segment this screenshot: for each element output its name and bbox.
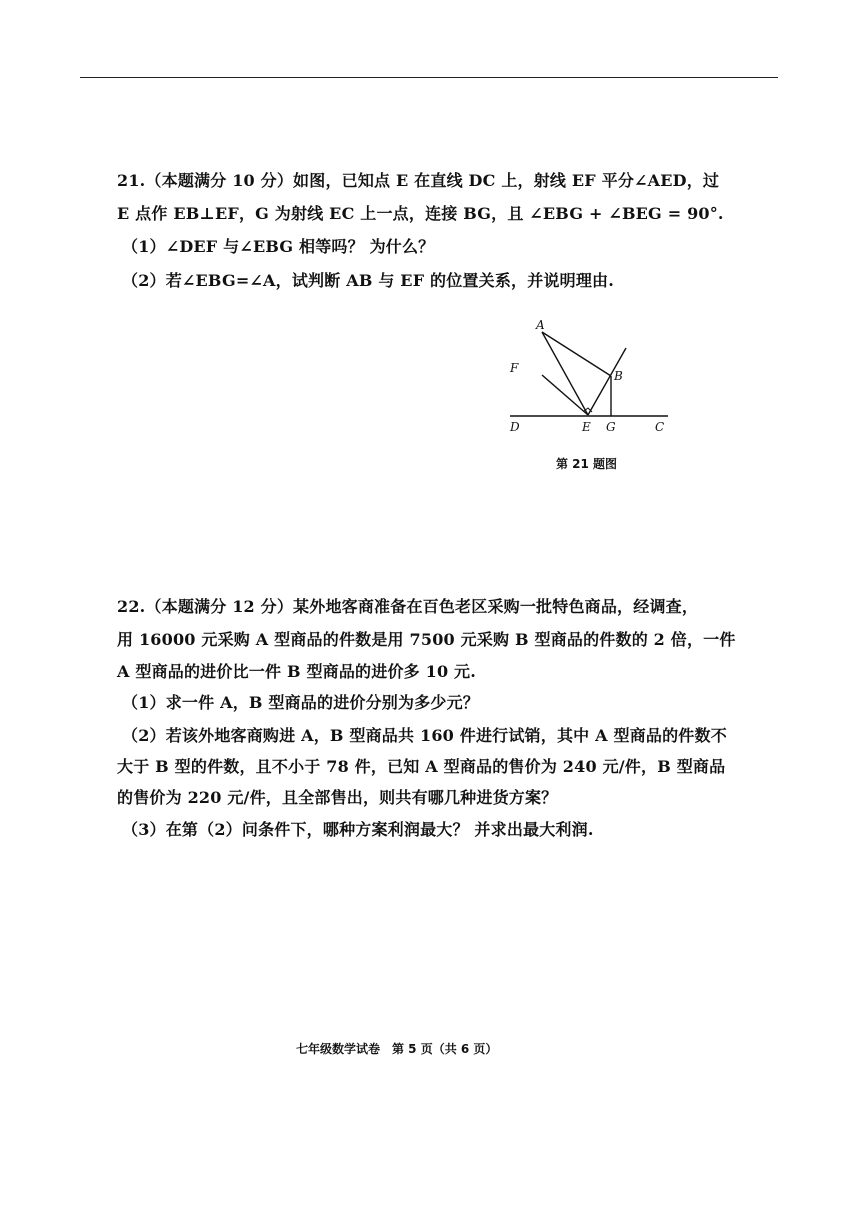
q22-part2-line1: （2）若该外地客商购进 A，B 型商品共 160 件进行试销，其中 A 型商品的件数不 xyxy=(122,726,727,745)
segment-ab xyxy=(542,332,611,376)
q22-stem-line2: 用 16000 元采购 A 型商品的件数是用 7500 元采购 B 型商品的件数的 2 倍，一件 xyxy=(117,630,736,649)
q21-stem-line1: 21.（本题满分 10 分）如图，已知点 E 在直线 DC 上，射线 EF 平分∠AED，过 xyxy=(117,171,720,190)
label-d: D xyxy=(510,420,520,434)
q22-part2-line3: 的售价为 220 元/件，且全部售出，则共有哪几种进货方案？ xyxy=(117,788,558,807)
q21-part1: （1）∠DEF 与∠EBG 相等吗？ 为什么？ xyxy=(122,237,435,256)
label-b: B xyxy=(614,369,623,383)
q22-part3: （3）在第（2）问条件下，哪种方案利润最大？ 并求出最大利润. xyxy=(122,820,594,839)
label-c: C xyxy=(655,420,665,434)
label-e: E xyxy=(582,420,591,434)
q21-stem-line2: E 点作 EB⊥EF，G 为射线 EC 上一点，连接 BG，且 ∠EBG + ∠BEG = 90°. xyxy=(117,204,724,223)
q22-part1: （1）求一件 A，B 型商品的进价分别为多少元？ xyxy=(122,693,480,712)
ray-ef xyxy=(542,375,588,415)
label-a: A xyxy=(536,318,545,332)
q22-stem-line1: 22.（本题满分 12 分）某外地客商准备在百色老区采购一批特色商品，经调查， xyxy=(117,597,699,616)
q22-stem-line3: A 型商品的进价比一件 B 型商品的进价多 10 元. xyxy=(117,662,477,681)
segment-ae xyxy=(542,332,588,415)
q21-geometry-figure xyxy=(500,314,680,434)
q22-part2-line2: 大于 B 型的件数，且不小于 78 件，已知 A 型商品的售价为 240 元/件，B 型商品 xyxy=(117,757,726,776)
page-footer: 七年级数学试卷 第 5 页（共 6 页） xyxy=(296,1042,498,1056)
label-f: F xyxy=(510,361,519,375)
label-g: G xyxy=(606,420,616,434)
q21-figure-caption: 第 21 题图 xyxy=(556,457,618,471)
top-divider xyxy=(80,77,778,78)
q21-part2: （2）若∠EBG=∠A，试判断 AB 与 EF 的位置关系，并说明理由. xyxy=(122,271,614,290)
